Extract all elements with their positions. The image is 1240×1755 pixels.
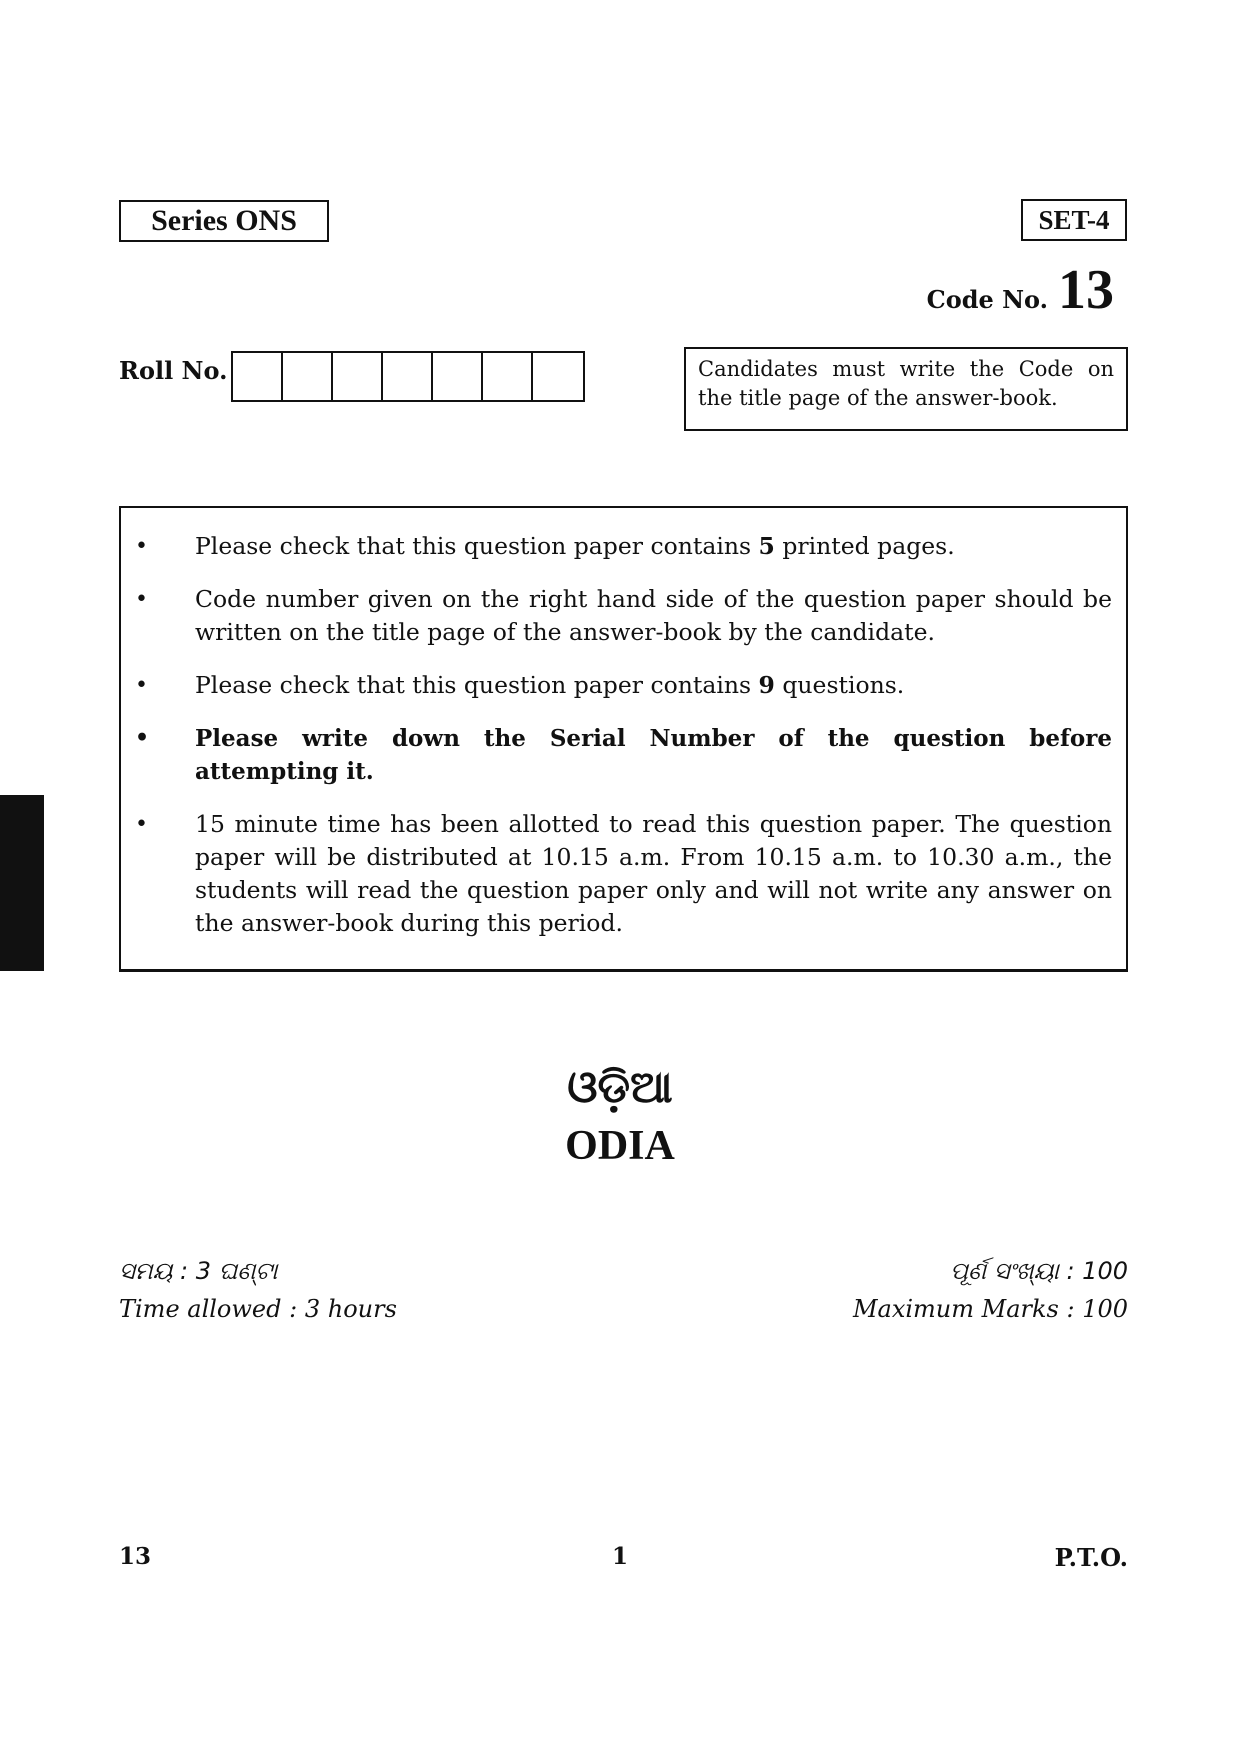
instruction-text: questions.	[774, 671, 905, 699]
time-allowed-english: Time allowed : 3 hours	[119, 1295, 397, 1323]
bullet-icon: •	[135, 587, 148, 612]
time-allowed-odia: ସମୟ : 3 ଘଣ୍ଟା	[119, 1257, 278, 1285]
code-label: Code No.	[926, 285, 1048, 314]
maximum-marks-english: Maximum Marks : 100	[852, 1295, 1128, 1323]
code-number: 13	[1058, 259, 1114, 321]
set-label: SET-4	[1021, 199, 1127, 241]
roll-number-cell[interactable]	[483, 353, 533, 400]
subject-title-english: ODIA	[565, 1123, 675, 1169]
instruction-text: Please check that this question paper contains	[195, 532, 759, 560]
instruction-item	[135, 808, 1112, 940]
instruction-text: 15 minute time has been allotted to read this question paper. The question paper will be distributed at 10.15 a.m. From 10.15 a.m. to 10.30 a.m., the students will read the question paper only and will not write any answer on the answer-book during this period.	[195, 810, 1112, 937]
roll-number-cell[interactable]	[283, 353, 333, 400]
footer-pto: P.T.O.	[1054, 1543, 1128, 1572]
footer-page-number: 1	[611, 1543, 628, 1570]
instruction-text: Please write down the Serial Number of the question before attempting it.	[195, 725, 1112, 785]
instruction-text: Code number given on the right hand side of the question paper should be written on the title page of the answer-book by the candidate.	[195, 585, 1112, 646]
instruction-item	[135, 722, 1112, 788]
instruction-item	[135, 530, 1112, 563]
bullet-icon: •	[135, 673, 148, 698]
instruction-text: Please check that this question paper contains	[195, 671, 759, 699]
roll-number-label: Roll No.	[119, 356, 228, 385]
instruction-item	[135, 669, 1112, 702]
roll-number-cell[interactable]	[533, 353, 583, 400]
roll-number-cell[interactable]	[333, 353, 383, 400]
instructions-box	[119, 506, 1128, 972]
instruction-text: 9	[758, 671, 775, 699]
maximum-marks-odia: ପୂର୍ଣ ସଂଖ୍ୟା : 100	[950, 1257, 1128, 1285]
instruction-item	[135, 583, 1112, 649]
side-black-mark	[0, 795, 44, 971]
bullet-icon: •	[135, 534, 148, 559]
subject-title-odia: ଓଡ଼ିଆ	[567, 1062, 673, 1113]
code-number-line	[926, 259, 1114, 322]
instructions-list	[135, 530, 1112, 940]
instruction-text: printed pages.	[774, 532, 955, 560]
bullet-icon: •	[135, 812, 148, 837]
series-label: Series ONS	[119, 200, 329, 242]
candidates-note: Candidates must write the Code on the title page of the answer-book.	[684, 347, 1128, 431]
bullet-icon: •	[135, 725, 150, 751]
instruction-text: 5	[758, 532, 775, 560]
footer-code: 13	[119, 1543, 152, 1570]
roll-number-boxes	[231, 351, 585, 402]
roll-number-cell[interactable]	[233, 353, 283, 400]
roll-number-cell[interactable]	[433, 353, 483, 400]
roll-number-cell[interactable]	[383, 353, 433, 400]
